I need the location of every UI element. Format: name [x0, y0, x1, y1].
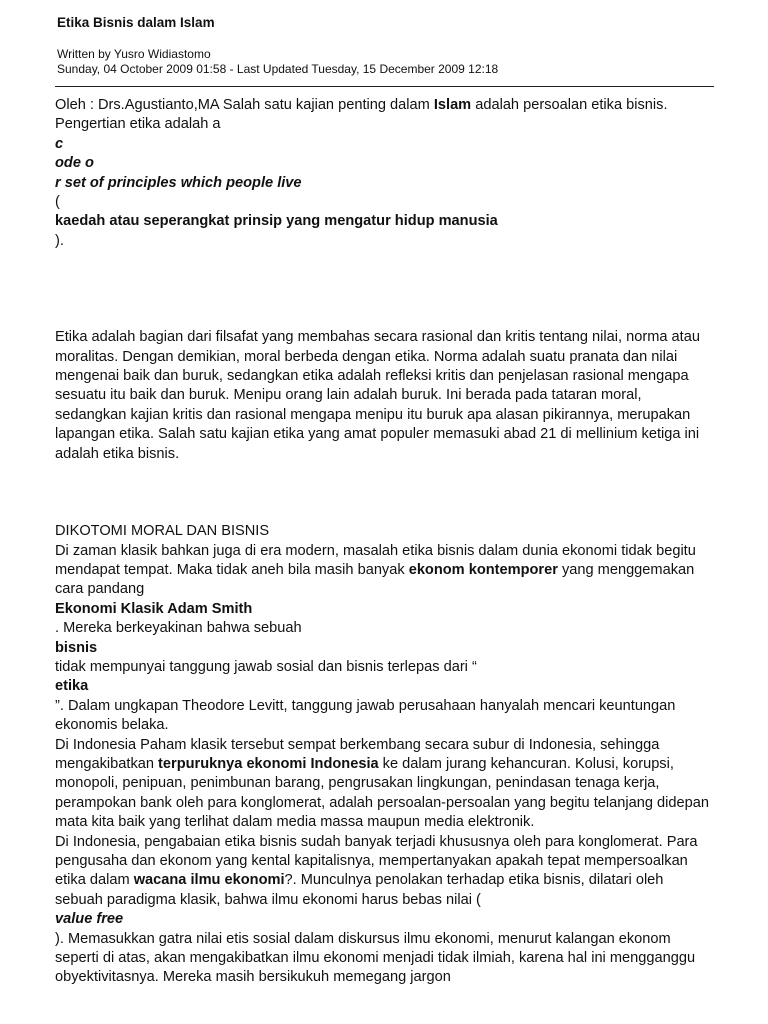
ethics-paragraph: Etika adalah bagian dari filsafat yang membahas secara rasional dan kritis tentang nilai, norma atau moralitas. Dengan demikian, moral berbeda dengan etika. Norma adalah suatu pranata dan nilai mengenai baik dan buruk, sedangkan etika adalah refleksi kritis dan penjelasan rasional mengapa sesuatu itu baik dan buruk. Menipu orang lain adalah buruk. Ini berada pada tataran moral, sedangkan kajian kritis dan rasional mengapa menipu itu buruk apa alasan pikirannya, merupakan lapangan etika. Salah satu kajian etika yang amat populer memasuki abad 21 di mellinium ketiga ini adalah etika bisnis.	[55, 329, 700, 462]
intro-text-1: Oleh : Drs.Agustianto,MA Salah satu kajian penting dalam	[55, 97, 434, 113]
section-text-s11: ). Memasukkan gatra nilai etis sosial dalam diskursus ilmu ekonomi, menurut kalangan ekonom seperti di atas, akan mengakibatkan ilmu ekonomi menjadi tidak ilmiah, karena hal ini mengganggu obyektivitasnya. Mereka masih bersikukuh memegang jargon	[55, 930, 696, 986]
section-bold-bisnis: bisnis	[55, 639, 98, 656]
section-paragraph-konglomerat	[55, 833, 715, 911]
s1-bold: ekonom kontemporer	[408, 561, 558, 578]
section-paragraph-1	[55, 542, 715, 600]
document-header	[57, 14, 713, 77]
section-bold-etika: etika	[55, 678, 89, 695]
author-line: Written by Yusro Widiastomo	[57, 47, 211, 61]
section-bold-adam-smith: Ekonomi Klasik Adam Smith	[55, 600, 253, 617]
intro-open-paren: (	[55, 194, 60, 211]
intro-text-2: adalah persoalan etika bisnis. Pengertian etika adalah a	[55, 97, 668, 133]
section-heading: DIKOTOMI MORAL DAN BISNIS	[55, 523, 270, 540]
article-body	[55, 96, 715, 988]
section-text-s3: . Mereka berkeyakinan bahwa sebuah	[55, 620, 302, 637]
s8-text-2: ke dalam jurang kehancuran. Kolusi, korupsi, monopoli, penipuan, penimbunan barang, pengrusakan lingkungan, penindasan tenaga kerja, perampokan bank oleh para konglomerat, adalah persoalan-persoalan yang begitu telanjang didepan mata kita baik yang terlihat dalam media massa maupun media elektronik.	[55, 755, 709, 831]
intro-italic-2: ode o	[55, 155, 94, 172]
s9-text-1: Di Indonesia, pengabaian etika bisnis sudah banyak terjadi khususnya oleh para konglomerat. Para pengusaha dan ekonom yang kental kapitalisnya, mempertanyakan apakah tepat mempersoalkan etika dalam	[55, 833, 698, 889]
header-divider	[55, 86, 714, 87]
s8-bold: terpuruknya ekonomi Indonesia	[158, 755, 379, 772]
section-text-s5: tidak mempunyai tanggung jawab sosial dan bisnis terlepas dari “	[55, 658, 477, 675]
intro-paragraph	[55, 96, 715, 251]
section-text-s7: ”. Dalam ungkapan Theodore Levitt, tanggung jawab perusahaan hanyalah mencari keuntungan ekonomis belaka.	[55, 697, 676, 734]
intro-close-paren: ).	[55, 232, 64, 249]
s9-bold: wacana ilmu ekonomi	[133, 872, 285, 889]
article-meta	[57, 47, 713, 77]
section-value-free: value free	[55, 911, 124, 928]
date-line: Sunday, 04 October 2009 01:58 - Last Updated Tuesday, 15 December 2009 12:18	[57, 62, 499, 76]
section-paragraph-indonesia	[55, 736, 715, 833]
s1-text: Di zaman klasik bahkan juga di era modern, masalah etika bisnis dalam dunia ekonomi tidak begitu mendapat tempat. Maka tidak aneh bila masih banyak	[55, 542, 696, 578]
s9-text-2: ?. Munculnya penolakan terhadap etika bisnis, dilatari oleh sebuah paradigma klasik, bahwa ilmu ekonomi harus bebas nilai (	[55, 872, 664, 908]
s1-text-2: yang menggemakan cara pandang	[55, 561, 695, 598]
intro-bold-definition: kaedah atau seperangkat prinsip yang mengatur hidup manusia	[55, 213, 498, 230]
document-title: Etika Bisnis dalam Islam	[57, 15, 215, 30]
intro-italic-1: c	[55, 135, 64, 152]
intro-italic-3: r set of principles which people live	[55, 174, 302, 191]
intro-bold-islam: Islam	[433, 97, 472, 113]
s8-text-1: Di Indonesia Paham klasik tersebut sempat berkembang secara subur di Indonesia, sehingga mengakibatkan	[55, 736, 660, 772]
